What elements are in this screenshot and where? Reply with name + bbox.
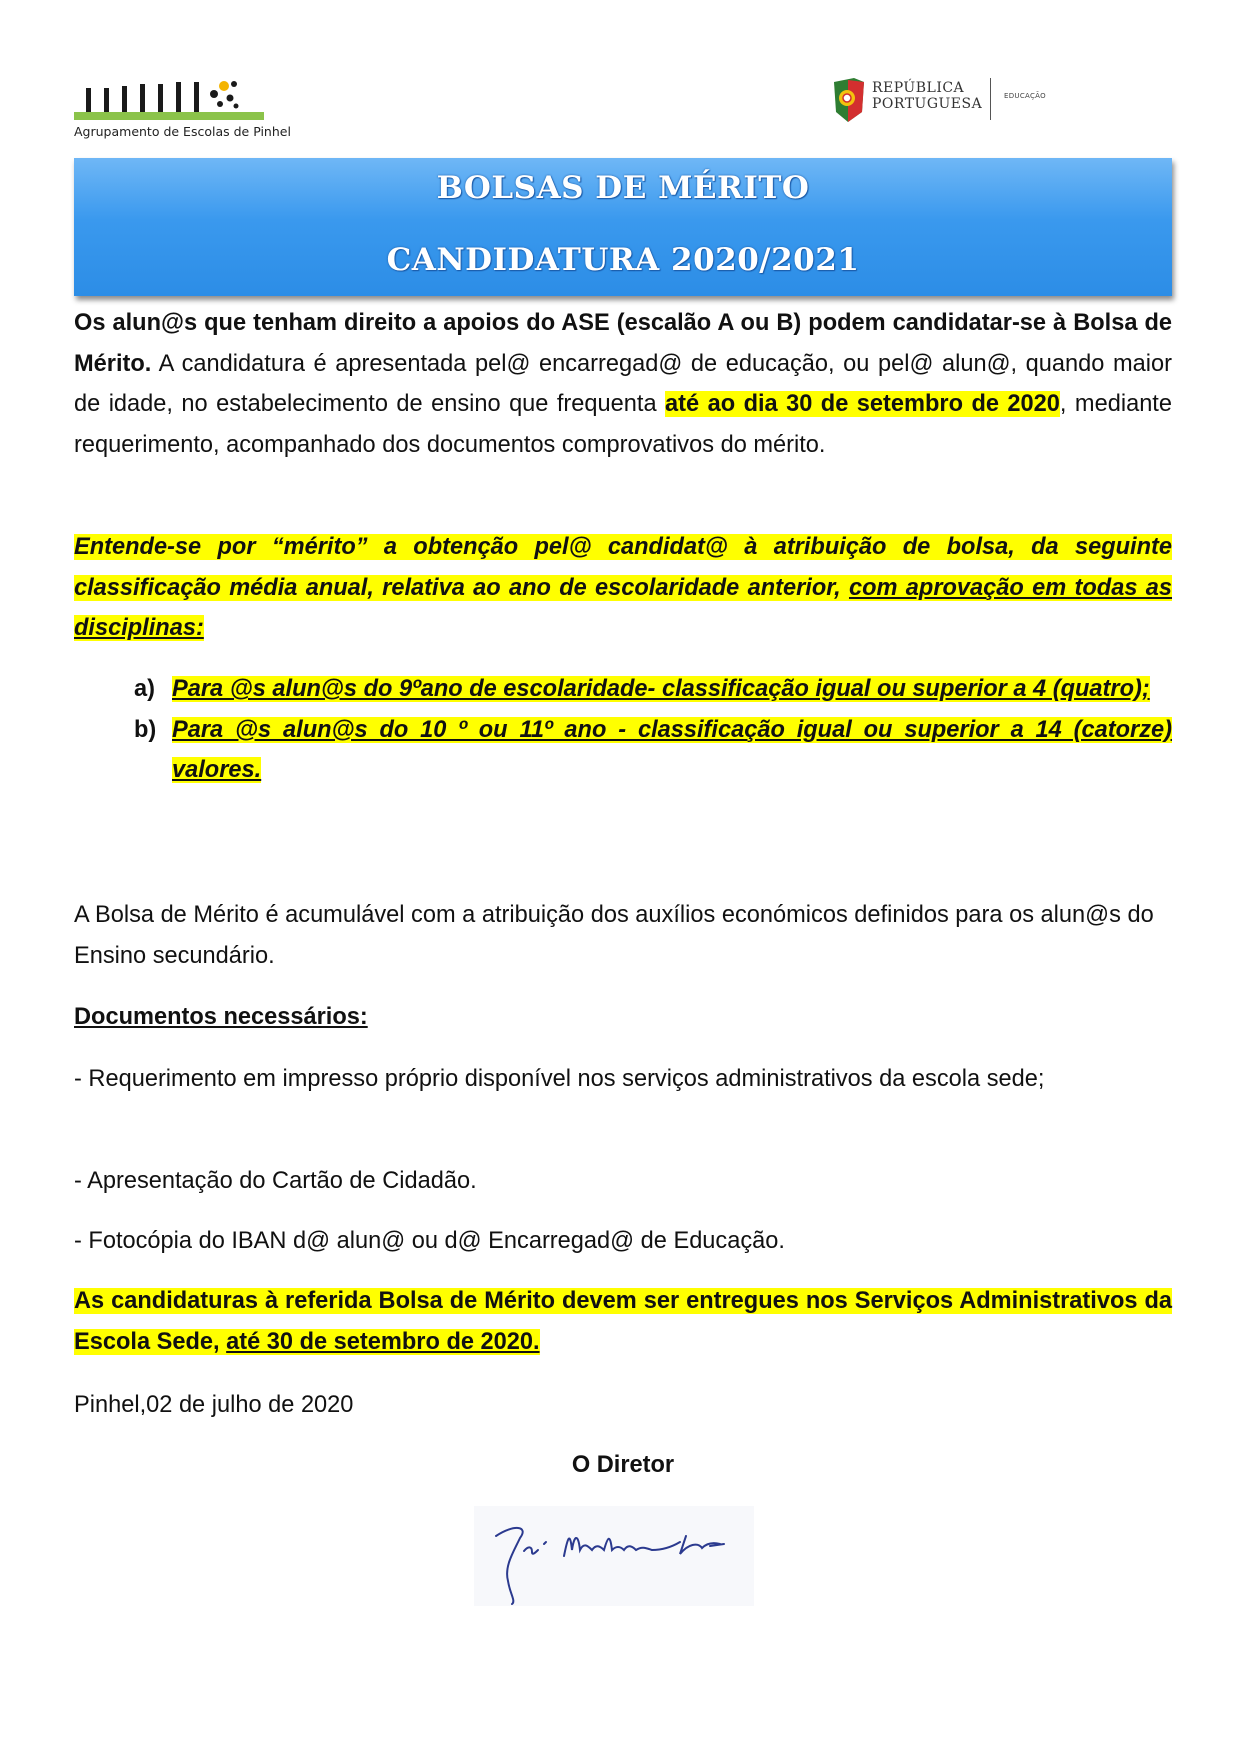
list-item	[134, 710, 1172, 791]
title-line2: CANDIDATURA 2020/2021	[386, 242, 860, 278]
closing-paragraph	[74, 1281, 1172, 1362]
document-item: - Requerimento em impresso próprio disponível nos serviços administrativos da escola sede;	[74, 1066, 1045, 1092]
government-name	[872, 80, 982, 112]
merit-definition	[74, 527, 1172, 649]
merit-definition-text: Entende-se por “mérito” a obtenção pel@ candidat@ à atribuição de bolsa, da seguinte classificação média anual, relativa ao ano de escolaridade anterior,	[74, 534, 1172, 601]
intro-lead: Os alun@s que tenham direito a apoios do ASE (escalão A ou B) podem candidatar-se à Bolsa de Mérito.	[74, 310, 1172, 377]
portugal-flag-icon	[832, 78, 866, 122]
government-name-line1: REPÚBLICA	[872, 80, 965, 96]
logo-divider	[990, 78, 991, 120]
merit-definition-condition: com aprovação em todas as disciplinas:	[74, 574, 1172, 641]
director-signature	[474, 1506, 754, 1606]
closing-deadline: até 30 de setembro de 2020.	[226, 1328, 540, 1355]
government-name-line2: PORTUGUESA	[872, 96, 983, 112]
intro-text: A candidatura é apresentada pel@ encarregad@ de educação, ou pel@ alun@, quando maior de idade, no estabelecimento de ensino que frequenta	[74, 350, 1172, 417]
school-logo-icon	[74, 78, 272, 124]
cumulative-note: A Bolsa de Mérito é acumulável com a atribuição dos auxílios económicos definidos para os alun@s do Ensino secundário.	[74, 902, 1154, 969]
intro-deadline: até ao dia 30 de setembro de 2020	[665, 391, 1060, 417]
documents-heading	[74, 997, 1172, 1038]
signatory-title-text: O Diretor	[571, 1452, 675, 1478]
list-item-text: Para @s alun@s do 9ºano de escolaridade- classificação igual ou superior a 4 (quatro);	[172, 676, 1150, 702]
documents-heading-text: Documentos necessários:	[74, 1004, 368, 1030]
closing-text: As candidaturas à referida Bolsa de Mérito devem ser entregues nos Serviços Administrativos da Escola Sede,	[74, 1288, 1172, 1355]
intro-text-end: , mediante requerimento, acompanhado dos documentos comprovativos do mérito.	[74, 391, 1172, 458]
list-item-marker: a)	[134, 676, 155, 702]
ministry-label: EDUCAÇÃO	[1004, 92, 1046, 100]
list-item-marker: b)	[134, 716, 157, 743]
document-item: - Apresentação do Cartão de Cidadão.	[74, 1168, 477, 1194]
intro-paragraph	[74, 303, 1172, 465]
school-logo-caption: Agrupamento de Escolas de Pinhel	[74, 124, 291, 139]
list-item-text: Para @s alun@s do 10 º ou 11º ano - classificação igual ou superior a 14 (catorze) valores.	[172, 716, 1172, 783]
title-banner	[74, 158, 1172, 296]
list-item	[134, 669, 1172, 710]
title-line1: BOLSAS DE MÉRITO	[436, 170, 810, 206]
school-logo	[74, 78, 291, 140]
document-item: - Fotocópia do IBAN d@ alun@ ou d@ Encarregad@ de Educação.	[74, 1228, 785, 1254]
signatory-title	[74, 1445, 1172, 1486]
merit-criteria-list	[134, 669, 1172, 791]
government-logo	[832, 78, 1052, 124]
place-date: Pinhel,02 de julho de 2020	[74, 1392, 354, 1418]
